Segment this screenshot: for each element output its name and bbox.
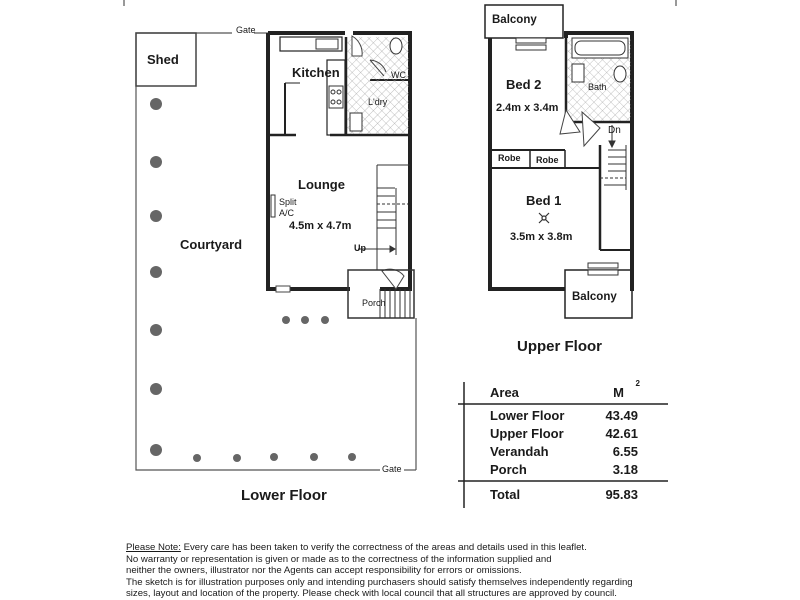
disclaimer-line: sizes, layout and location of the property. Please check with local council that all structures are approved by council. xyxy=(126,588,617,600)
table-row xyxy=(490,444,638,459)
laundry-label: L'dry xyxy=(368,97,388,107)
robe1-label: Robe xyxy=(498,153,521,163)
row-label: Verandah xyxy=(490,444,549,459)
garden-plants xyxy=(150,98,356,462)
stairs-up-label: Up xyxy=(354,243,366,253)
row-label: Upper Floor xyxy=(490,426,564,441)
disclaimer xyxy=(126,542,686,600)
ceiling-fan-icon xyxy=(539,213,549,223)
row-label: Lower Floor xyxy=(490,408,565,423)
disclaimer-line: The sketch is for illustration purposes only and intending purchasers should satisfy themselves independently regarding xyxy=(126,576,633,588)
gate-label-top: Gate xyxy=(236,25,256,35)
row-value: 3.18 xyxy=(612,462,638,477)
bed2-label: Bed 2 xyxy=(506,77,542,92)
table-row xyxy=(490,408,638,423)
bed1-dimensions: 3.5m x 3.8m xyxy=(510,231,573,243)
total-value: 95.83 xyxy=(605,487,638,502)
disclaimer-line: No warranty or representation is given or made as to the correctness of the information supplied and xyxy=(126,553,552,565)
disclaimer-line: Every care has been taken to verify the correctness of the areas and details used in this leaflet. xyxy=(180,542,587,553)
lounge-label: Lounge xyxy=(298,177,345,192)
split-ac-label-1: Split xyxy=(279,197,297,207)
disclaimer-heading: Please Note: xyxy=(126,542,181,553)
vanity-icon xyxy=(572,64,584,82)
gate-label-bottom: Gate xyxy=(382,464,402,474)
area-header-unit: M xyxy=(613,385,624,400)
bath-label: Bath xyxy=(588,82,607,92)
balcony-bottom-label: Balcony xyxy=(572,291,617,303)
total-label: Total xyxy=(490,487,521,502)
table-total-row xyxy=(490,487,638,502)
shed-label: Shed xyxy=(147,52,179,67)
bed2-dimensions: 2.4m x 3.4m xyxy=(496,102,559,114)
area-table-header xyxy=(490,379,640,400)
porch-deck xyxy=(348,270,414,318)
balcony-top-label: Balcony xyxy=(492,14,537,26)
toilet-icon xyxy=(390,38,402,54)
split-ac-unit xyxy=(271,195,275,217)
row-value: 6.55 xyxy=(612,444,638,459)
laundry-tub-icon xyxy=(350,113,362,131)
row-label: Porch xyxy=(490,462,527,477)
row-value: 42.61 xyxy=(605,426,638,441)
row-value: 43.49 xyxy=(605,408,638,423)
courtyard-label: Courtyard xyxy=(180,237,243,252)
robe2-label: Robe xyxy=(536,155,559,165)
wc-label: WC xyxy=(391,70,406,80)
area-header-unit-superscript: 2 xyxy=(635,379,640,388)
lounge-dimensions: 4.5m x 4.7m xyxy=(289,220,352,232)
area-header-label: Area xyxy=(490,385,519,400)
lower-floor-title: Lower Floor xyxy=(241,487,327,504)
bed1-label: Bed 1 xyxy=(526,193,562,208)
lower-stairs xyxy=(358,165,410,270)
stove-icon xyxy=(329,86,343,108)
table-row xyxy=(490,462,638,477)
toilet-icon xyxy=(614,66,626,82)
upper-floor-title: Upper Floor xyxy=(517,338,602,355)
table-row xyxy=(490,426,638,441)
door-swing-icon xyxy=(382,269,404,289)
sink-icon xyxy=(316,39,338,49)
split-ac-label-2: A/C xyxy=(279,208,295,218)
kitchen-label: Kitchen xyxy=(292,65,340,80)
disclaimer-line: neither the owners, illustrator nor the Agents can accept responsibility for errors or omissions. xyxy=(126,565,522,577)
porch-label: Porch xyxy=(362,298,386,308)
stairs-down-label: Dn xyxy=(608,125,621,136)
